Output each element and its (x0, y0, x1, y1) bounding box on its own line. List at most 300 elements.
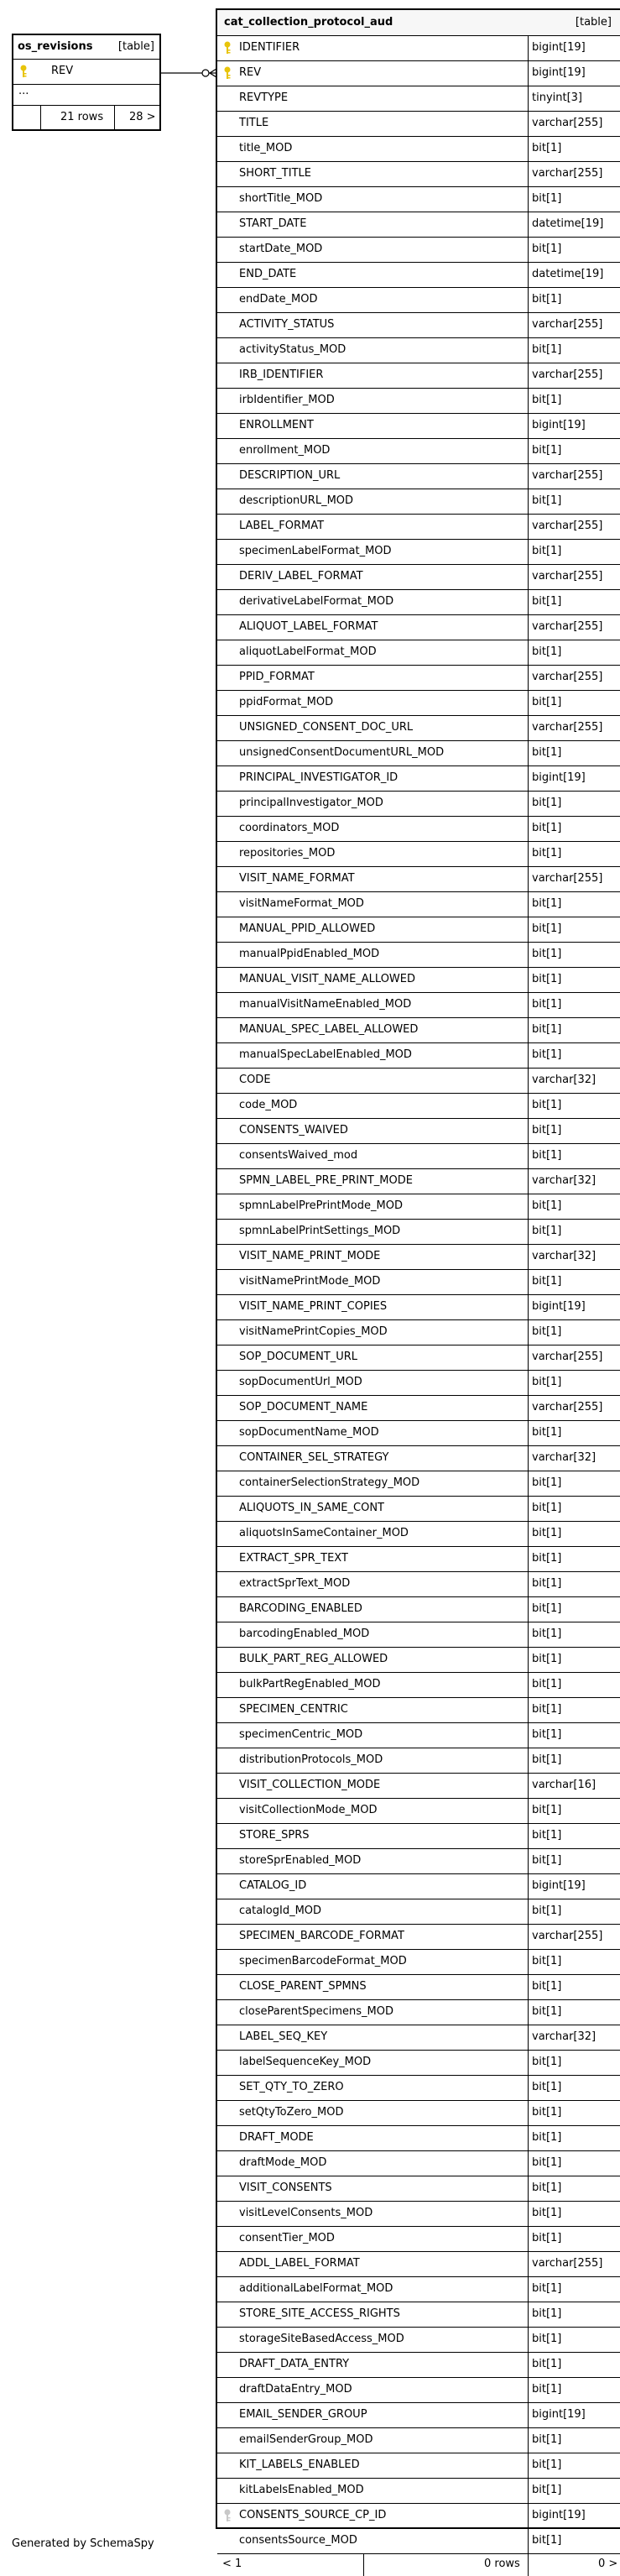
column-name: aliquotsInSameContainer_MOD (239, 1527, 409, 1539)
column-type: varchar[255] (532, 721, 603, 734)
aud-column-row[interactable] (217, 2025, 620, 2051)
column-type: bigint[19] (532, 1879, 586, 1892)
column-type: varchar[32] (532, 2030, 597, 2043)
column-name: END_DATE (239, 268, 297, 280)
aud-column-row[interactable] (217, 1673, 620, 1698)
column-type: bit[1] (532, 2307, 562, 2320)
column-name: consentsSource_MOD (239, 2534, 357, 2547)
column-type: bit[1] (532, 1476, 562, 1489)
column-name: DRAFT_DATA_ENTRY (239, 2358, 350, 2370)
column-name: CONSENTS_SOURCE_CP_ID (239, 2509, 387, 2521)
child-count[interactable]: 0 > (598, 2558, 618, 2570)
column-type: bit[1] (532, 2383, 562, 2396)
column-name: catalogId_MOD (239, 1905, 322, 1917)
aud-column-row[interactable] (217, 2277, 620, 2302)
child-count[interactable]: 28 > (129, 111, 156, 123)
generated-by-label: Generated by SchemaSpy (12, 2537, 154, 2550)
column-type: bit[1] (532, 2333, 562, 2345)
column-name: LABEL_SEQ_KEY (239, 2030, 328, 2043)
column-type: bit[1] (532, 1955, 562, 1967)
column-type: bigint[19] (532, 66, 586, 79)
column-name: VISIT_NAME_FORMAT (239, 872, 355, 885)
column-type: varchar[255] (532, 167, 603, 180)
column-type: varchar[255] (532, 1401, 603, 1413)
aud-column-row[interactable] (217, 212, 620, 238)
column-name: REVTYPE (239, 91, 289, 104)
column-type: varchar[32] (532, 1250, 597, 1262)
aud-column-row[interactable] (217, 1094, 620, 1119)
column-name: DERIV_LABEL_FORMAT (239, 570, 363, 583)
column-type: bit[1] (532, 1577, 562, 1590)
aud-column-row[interactable] (217, 1446, 620, 1471)
column-type: bit[1] (532, 1199, 562, 1212)
cat-collection-protocol-aud-table[interactable] (216, 8, 620, 2570)
aud-column-row[interactable] (217, 1799, 620, 1824)
aud-column-row[interactable] (217, 741, 620, 766)
column-name: KIT_LABELS_ENABLED (239, 2458, 360, 2471)
column-name: manualPpidEnabled_MOD (239, 948, 380, 960)
column-name: specimenBarcodeFormat_MOD (239, 1955, 407, 1967)
aud-column-row[interactable] (217, 1320, 620, 1345)
column-type: bigint[19] (532, 2408, 586, 2421)
column-type: bit[1] (532, 1854, 562, 1867)
aud-column-row[interactable] (217, 1144, 620, 1169)
column-type: bit[1] (532, 1678, 562, 1690)
aud-column-row[interactable] (217, 2151, 620, 2176)
aud-column-row[interactable] (217, 691, 620, 716)
aud-column-row[interactable] (217, 515, 620, 540)
column-name: visitLevelConsents_MOD (239, 2207, 373, 2219)
column-name: visitCollectionMode_MOD (239, 1804, 378, 1816)
column-type: bit[1] (532, 1048, 562, 1061)
column-type: bit[1] (532, 2156, 562, 2169)
aud-column-row[interactable] (217, 86, 620, 112)
aud-column-row[interactable] (217, 1270, 620, 1295)
column-type: varchar[255] (532, 117, 603, 129)
column-name: BARCODING_ENABLED (239, 1602, 362, 1615)
column-type: bit[1] (532, 1325, 562, 1338)
column-type: bit[1] (532, 1653, 562, 1665)
aud-column-row[interactable] (217, 2101, 620, 2126)
column-type: bit[1] (532, 1225, 562, 1237)
column-type: bit[1] (532, 1552, 562, 1565)
aud-column-row[interactable] (217, 1245, 620, 1270)
column-type: varchar[255] (532, 872, 603, 885)
column-type: bit[1] (532, 2484, 562, 2496)
aud-header (217, 10, 620, 36)
column-type: bigint[19] (532, 1300, 586, 1313)
aud-column-row[interactable] (217, 867, 620, 892)
column-type: bit[1] (532, 2433, 562, 2446)
column-name: BULK_PART_REG_ALLOWED (239, 1653, 388, 1665)
column-name: bulkPartRegEnabled_MOD (239, 1678, 381, 1690)
column-name: title_MOD (239, 142, 293, 154)
column-type: varchar[255] (532, 671, 603, 683)
column-name: ADDL_LABEL_FORMAT (239, 2257, 360, 2270)
aud-footer (217, 2554, 620, 2576)
column-type: bit[1] (532, 494, 562, 507)
column-name: descriptionURL_MOD (239, 494, 354, 507)
column-type: bit[1] (532, 696, 562, 708)
column-type: bit[1] (532, 1728, 562, 1741)
aud-column-row[interactable] (217, 2000, 620, 2025)
aud-column-row[interactable] (217, 363, 620, 389)
column-name: TITLE (239, 117, 269, 129)
aud-column-row[interactable] (217, 1698, 620, 1723)
column-type: bit[1] (532, 2106, 562, 2119)
column-type: bit[1] (532, 973, 562, 985)
column-name: extractSprText_MOD (239, 1577, 351, 1590)
column-type: bit[1] (532, 142, 562, 154)
column-name: spmnLabelPrintSettings_MOD (239, 1225, 401, 1237)
column-name: IRB_IDENTIFIER (239, 368, 324, 381)
aud-column-row[interactable] (217, 1975, 620, 2000)
column-type: bit[1] (532, 2182, 562, 2194)
os-revisions-ellipsis: ... (13, 85, 159, 106)
aud-column-row[interactable] (217, 61, 620, 86)
column-name: SET_QTY_TO_ZERO (239, 2081, 344, 2093)
column-type: bit[1] (532, 343, 562, 356)
column-type: bit[1] (532, 2232, 562, 2244)
column-type: bit[1] (532, 2081, 562, 2093)
aud-column-row[interactable] (217, 1043, 620, 1069)
aud-column-row[interactable] (217, 1774, 620, 1799)
column-name: VISIT_CONSENTS (239, 2182, 332, 2194)
row-count: 21 rows (60, 111, 104, 123)
aud-column-row[interactable] (217, 2428, 620, 2453)
column-type: varchar[255] (532, 469, 603, 482)
column-name: setQtyToZero_MOD (239, 2106, 344, 2119)
aud-column-row[interactable] (217, 817, 620, 842)
aud-column-row[interactable] (217, 187, 620, 212)
aud-column-row[interactable] (217, 666, 620, 691)
column-name: VISIT_NAME_PRINT_COPIES (239, 1300, 388, 1313)
aud-column-row[interactable] (217, 112, 620, 137)
column-type: bit[1] (532, 1527, 562, 1539)
column-name: labelSequenceKey_MOD (239, 2056, 372, 2068)
aud-column-row[interactable] (217, 137, 620, 162)
column-name: storeSprEnabled_MOD (239, 1854, 362, 1867)
column-type: bit[1] (532, 1905, 562, 1917)
aud-column-row[interactable] (217, 2403, 620, 2428)
column-type: bit[1] (532, 1426, 562, 1439)
column-name: emailSenderGroup_MOD (239, 2433, 373, 2446)
column-name: CODE (239, 1074, 271, 1086)
aud-column-row[interactable] (217, 1748, 620, 1774)
aud-column-row[interactable] (217, 1018, 620, 1043)
column-type: bit[1] (532, 2131, 562, 2144)
column-type: datetime[19] (532, 268, 604, 280)
column-type: bit[1] (532, 293, 562, 306)
column-name: barcodingEnabled_MOD (239, 1628, 370, 1640)
aud-column-row[interactable] (217, 842, 620, 867)
aud-column-row[interactable] (217, 2479, 620, 2504)
column-type: bit[1] (532, 2458, 562, 2471)
column-name: DRAFT_MODE (239, 2131, 314, 2144)
aud-column-row[interactable] (217, 2227, 620, 2252)
aud-column-row[interactable] (217, 1497, 620, 1522)
column-type: bit[1] (532, 545, 562, 557)
aud-column-row[interactable] (217, 464, 620, 489)
aud-column-row[interactable] (217, 1371, 620, 1396)
column-name: SPECIMEN_BARCODE_FORMAT (239, 1930, 404, 1942)
aud-column-row[interactable] (217, 238, 620, 263)
aud-column-row[interactable] (217, 1648, 620, 1673)
column-name: visitNamePrintMode_MOD (239, 1275, 381, 1288)
column-name: unsignedConsentDocumentURL_MOD (239, 746, 445, 759)
column-type: bit[1] (532, 948, 562, 960)
aud-column-row[interactable] (217, 414, 620, 439)
aud-column-row[interactable] (217, 162, 620, 187)
column-name: CLOSE_PARENT_SPMNS (239, 1980, 367, 1993)
column-name: aliquotLabelFormat_MOD (239, 645, 377, 658)
column-type: bit[1] (532, 847, 562, 860)
column-type: varchar[32] (532, 1451, 597, 1464)
column-name: shortTitle_MOD (239, 192, 323, 205)
aud-column-row[interactable] (217, 1471, 620, 1497)
aud-column-row[interactable] (217, 1169, 620, 1194)
aud-column-row[interactable] (217, 1622, 620, 1648)
column-name: ALIQUOTS_IN_SAME_CONT (239, 1502, 384, 1514)
column-name: ACTIVITY_STATUS (239, 318, 335, 331)
row-count: 0 rows (484, 2558, 520, 2570)
column-name: activityStatus_MOD (239, 343, 346, 356)
column-name: specimenCentric_MOD (239, 1728, 363, 1741)
column-name: coordinators_MOD (239, 822, 340, 834)
column-type: bit[1] (532, 822, 562, 834)
aud-column-row[interactable] (217, 489, 620, 515)
column-type: bigint[19] (532, 771, 586, 784)
aud-column-row[interactable] (217, 640, 620, 666)
aud-column-row[interactable] (217, 2202, 620, 2227)
column-type: varchar[255] (532, 520, 603, 532)
column-name: ppidFormat_MOD (239, 696, 334, 708)
aud-column-row[interactable] (217, 2051, 620, 2076)
column-type: varchar[255] (532, 318, 603, 331)
column-type: bit[1] (532, 1804, 562, 1816)
column-name: VISIT_COLLECTION_MODE (239, 1779, 381, 1791)
column-type: bit[1] (532, 2056, 562, 2068)
aud-column-row[interactable] (217, 2504, 620, 2529)
aud-column-row[interactable] (217, 2176, 620, 2202)
column-name: CATALOG_ID (239, 1879, 307, 1892)
aud-column-row[interactable] (217, 2328, 620, 2353)
aud-column-row[interactable] (217, 1069, 620, 1094)
column-type: varchar[32] (532, 1074, 597, 1086)
aud-column-row[interactable] (217, 1345, 620, 1371)
aud-column-row[interactable] (217, 2378, 620, 2403)
column-type: bit[1] (532, 897, 562, 910)
aud-column-row[interactable] (217, 1849, 620, 1874)
column-type: bit[1] (532, 2534, 562, 2547)
column-type: bit[1] (532, 2207, 562, 2219)
table-kind: [table] (117, 40, 154, 53)
aud-column-row[interactable] (217, 263, 620, 288)
aud-column-row[interactable] (217, 766, 620, 792)
table-name: cat_collection_protocol_aud (224, 16, 393, 29)
column-type: bigint[19] (532, 41, 586, 54)
column-name: START_DATE (239, 217, 307, 230)
column-name: closeParentSpecimens_MOD (239, 2005, 393, 2018)
column-name: MANUAL_SPEC_LABEL_ALLOWED (239, 1023, 419, 1036)
column-name: VISIT_NAME_PRINT_MODE (239, 1250, 381, 1262)
column-name: visitNameFormat_MOD (239, 897, 364, 910)
aud-column-row[interactable] (217, 288, 620, 313)
column-name: repositories_MOD (239, 847, 336, 860)
column-name: UNSIGNED_CONSENT_DOC_URL (239, 721, 414, 734)
aud-column-row[interactable] (217, 943, 620, 968)
column-name: EMAIL_SENDER_GROUP (239, 2408, 367, 2421)
aud-column-row[interactable] (217, 439, 620, 464)
column-name: LABEL_FORMAT (239, 520, 325, 532)
aud-column-row[interactable] (217, 36, 620, 61)
column-name: ENROLLMENT (239, 419, 314, 431)
aud-column-row[interactable] (217, 313, 620, 338)
column-name: kitLabelsEnabled_MOD (239, 2484, 364, 2496)
aud-column-row[interactable] (217, 917, 620, 943)
aud-column-row[interactable] (217, 1925, 620, 1950)
aud-column-row[interactable] (217, 2076, 620, 2101)
parent-count[interactable]: < 1 (222, 2558, 242, 2570)
aud-column-row[interactable] (217, 2126, 620, 2151)
aud-column-row[interactable] (217, 1421, 620, 1446)
aud-column-row[interactable] (217, 1824, 620, 1849)
column-name: principalInvestigator_MOD (239, 797, 383, 809)
column-name: additionalLabelFormat_MOD (239, 2282, 393, 2295)
column-type: bit[1] (532, 1502, 562, 1514)
column-name: spmnLabelPrePrintMode_MOD (239, 1199, 403, 1212)
column-type: bit[1] (532, 1753, 562, 1766)
column-name: sopDocumentUrl_MOD (239, 1376, 362, 1388)
aud-column-row[interactable] (217, 993, 620, 1018)
aud-column-row[interactable] (217, 1950, 620, 1975)
column-type: tinyint[3] (532, 91, 583, 104)
aud-column-row[interactable] (217, 1547, 620, 1572)
column-type: bit[1] (532, 1149, 562, 1162)
aud-column-row[interactable] (217, 1597, 620, 1622)
column-name: MANUAL_PPID_ALLOWED (239, 922, 376, 935)
column-name: draftMode_MOD (239, 2156, 327, 2169)
column-type: varchar[255] (532, 1930, 603, 1942)
aud-column-row[interactable] (217, 2529, 620, 2554)
column-type: bit[1] (532, 444, 562, 457)
column-type: bit[1] (532, 1980, 562, 1993)
column-type: bit[1] (532, 1703, 562, 1716)
column-type: varchar[255] (532, 1351, 603, 1363)
column-type: bit[1] (532, 1099, 562, 1111)
column-name: storageSiteBasedAccess_MOD (239, 2333, 404, 2345)
column-name: SPECIMEN_CENTRIC (239, 1703, 348, 1716)
column-name: SHORT_TITLE (239, 167, 311, 180)
column-name: DESCRIPTION_URL (239, 469, 341, 482)
aud-column-row[interactable] (217, 968, 620, 993)
column-name: distributionProtocols_MOD (239, 1753, 383, 1766)
column-name: manualSpecLabelEnabled_MOD (239, 1048, 412, 1061)
aud-column-row[interactable] (217, 2453, 620, 2479)
foreign-key-icon (223, 2509, 232, 2522)
column-name: MANUAL_VISIT_NAME_ALLOWED (239, 973, 416, 985)
column-name: CONTAINER_SEL_STRATEGY (239, 1451, 389, 1464)
aud-column-row[interactable] (217, 792, 620, 817)
column-name: SOP_DOCUMENT_URL (239, 1351, 358, 1363)
column-name: SPMN_LABEL_PRE_PRINT_MODE (239, 1174, 413, 1187)
aud-column-row[interactable] (217, 1119, 620, 1144)
column-name: irbIdentifier_MOD (239, 394, 335, 406)
aud-column-row[interactable] (217, 716, 620, 741)
column-name: CONSENTS_WAIVED (239, 1124, 348, 1136)
column-name: consentTier_MOD (239, 2232, 335, 2244)
aud-column-row[interactable] (217, 2302, 620, 2328)
aud-column-row[interactable] (217, 615, 620, 640)
aud-column-row[interactable] (217, 1723, 620, 1748)
table-kind: [table] (575, 16, 612, 29)
column-name: REV (239, 66, 262, 79)
column-type: bit[1] (532, 394, 562, 406)
aud-column-row[interactable] (217, 892, 620, 917)
column-name: code_MOD (239, 1099, 298, 1111)
column-name: STORE_SITE_ACCESS_RIGHTS (239, 2307, 400, 2320)
table-name: os_revisions (18, 40, 93, 53)
column-type: bit[1] (532, 2005, 562, 2018)
aud-column-row[interactable] (217, 590, 620, 615)
aud-column-row[interactable] (217, 389, 620, 414)
column-type: bit[1] (532, 595, 562, 608)
column-type: bit[1] (532, 1376, 562, 1388)
aud-column-row[interactable] (217, 1194, 620, 1220)
aud-column-row[interactable] (217, 1220, 620, 1245)
column-name: enrollment_MOD (239, 444, 331, 457)
column-type: bit[1] (532, 1829, 562, 1842)
column-name: specimenLabelFormat_MOD (239, 545, 392, 557)
column-name: PRINCIPAL_INVESTIGATOR_ID (239, 771, 399, 784)
column-name: ALIQUOT_LABEL_FORMAT (239, 620, 378, 633)
aud-column-row[interactable] (217, 1295, 620, 1320)
column-name: SOP_DOCUMENT_NAME (239, 1401, 368, 1413)
column-type: bigint[19] (532, 419, 586, 431)
aud-column-row[interactable] (217, 565, 620, 590)
column-name: derivativeLabelFormat_MOD (239, 595, 394, 608)
column-type: varchar[255] (532, 368, 603, 381)
column-type: bit[1] (532, 243, 562, 255)
aud-column-row[interactable] (217, 1522, 620, 1547)
aud-column-row[interactable] (217, 1572, 620, 1597)
column-type: varchar[16] (532, 1779, 597, 1791)
primary-key-icon (223, 41, 232, 55)
column-type: bit[1] (532, 1023, 562, 1036)
column-name: draftDataEntry_MOD (239, 2383, 352, 2396)
aud-column-row[interactable] (217, 2353, 620, 2378)
column-type: varchar[32] (532, 1174, 597, 1187)
aud-column-row[interactable] (217, 1874, 620, 1899)
column-type: bit[1] (532, 746, 562, 759)
aud-column-row[interactable] (217, 1899, 620, 1925)
column-type: bit[1] (532, 1602, 562, 1615)
aud-column-row[interactable] (217, 1396, 620, 1421)
column-type: bit[1] (532, 192, 562, 205)
aud-column-row[interactable] (217, 2252, 620, 2277)
aud-column-row[interactable] (217, 540, 620, 565)
aud-column-row[interactable] (217, 338, 620, 363)
column-type: bit[1] (532, 645, 562, 658)
column-name: EXTRACT_SPR_TEXT (239, 1552, 348, 1565)
column-name: PPID_FORMAT (239, 671, 315, 683)
column-type: bit[1] (532, 998, 562, 1011)
column-name: sopDocumentName_MOD (239, 1426, 379, 1439)
column-name: manualVisitNameEnabled_MOD (239, 998, 412, 1011)
column-name: IDENTIFIER (239, 41, 300, 54)
column-type: bit[1] (532, 922, 562, 935)
column-name: STORE_SPRS (239, 1829, 310, 1842)
